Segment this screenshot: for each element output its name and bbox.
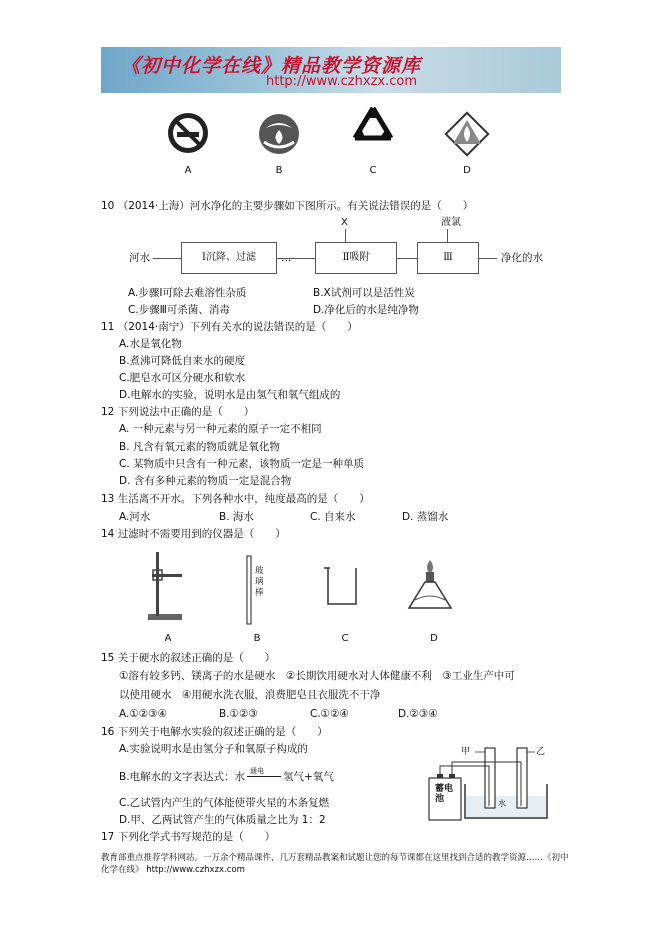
q12-option-a: A. 一种元素与另一种元素的原子一定不相同	[119, 423, 322, 435]
q12-option-c: C. 某物质中只含有一种元素，该物质一定是一种单质	[119, 458, 365, 470]
q15-stem: 15 关于硬水的叙述正确的是（ ）	[101, 652, 276, 664]
q12-option-d: D. 含有多种元素的物质一定是混合物	[119, 475, 292, 487]
diagram-step1: Ⅰ沉降、过滤	[181, 242, 277, 274]
q14-label-c: C	[341, 633, 349, 644]
q14-stem: 14 过滤时不需要用到的仪器是（ ）	[101, 528, 286, 540]
q13-stem: 13 生活离不开水。下列各种水中，纯度最高的是（ ）	[101, 493, 370, 505]
q14-label-b: B	[253, 633, 261, 644]
diagram-output: 净化的水	[501, 252, 543, 264]
water-label: 水	[498, 799, 506, 808]
q10-option-b: B.X试剂可以是活性炭	[313, 287, 415, 299]
header-banner	[101, 47, 561, 93]
symbol-label-c: C	[369, 165, 377, 176]
water-saving-icon	[256, 112, 302, 156]
q16-electrolysis-condition: 通电	[250, 767, 265, 775]
recycling-icon	[345, 104, 401, 156]
q16-option-b-pre: B.电解水的文字表达式：水	[119, 771, 246, 783]
glass-rod-icon	[242, 554, 256, 626]
q13-option-d: D. 蒸馏水	[402, 511, 449, 523]
q13-option-c: C. 自来水	[310, 511, 356, 523]
no-smoking-icon	[165, 110, 211, 156]
diagram-step2: Ⅱ吸附	[315, 242, 397, 274]
iron-stand-icon	[140, 548, 190, 624]
diagram-step3: Ⅲ	[417, 242, 479, 274]
footer-note: 教育部重点推荐学科网站。一万余个精品课件，几万套精品教案和试题让您的每节课都在这里找到合适的教学资源……《初中化学在线》 http://www.czhxzx.com	[101, 853, 569, 875]
symbol-label-b: B	[275, 165, 283, 176]
q15-option-b: B.①②③	[219, 708, 258, 720]
q11-option-c: C.肥皂水可区分硬水和软水	[119, 372, 246, 384]
q13-option-b: B. 海水	[219, 511, 254, 523]
q17-stem: 17 下列化学式书写规范的是（ ）	[101, 831, 276, 843]
q15-option-a: A.①②③④	[119, 708, 167, 720]
q15-line1: ①溶有较多钙、镁离子的水是硬水 ②长期饮用硬水对人体健康不利 ③工业生产中可	[119, 670, 515, 682]
q16-option-c: C.乙试管内产生的气体能使带火星的木条复燃	[119, 797, 330, 809]
q10-stem: 10 （2014·上海）河水净化的主要步骤如下图所示。有关说法错误的是（ ）	[101, 200, 474, 212]
symbol-label-a: A	[184, 165, 192, 176]
q15-line2: 以使用硬水 ④用硬水洗衣服，浪费肥皂且衣服洗不干净	[119, 689, 381, 701]
banner-title: 《初中化学在线》精品教学资源库	[121, 55, 422, 77]
symbol-label-d: D	[463, 165, 471, 176]
q16-option-b	[119, 767, 334, 784]
banner-url[interactable]: http://www.czhxzx.com	[266, 74, 417, 89]
q11-stem: 11 （2014·南宁）下列有关水的说法错误的是（ ）	[101, 321, 358, 333]
q12-option-b: B. 凡含有氧元素的物质就是氧化物	[119, 441, 280, 453]
q11-option-a: A.水是氧化物	[119, 338, 182, 350]
q10-option-a: A.步骤Ⅰ可除去难溶性杂质	[128, 287, 247, 299]
diagram-x-label: X	[341, 217, 348, 228]
diagram-dots: …	[281, 252, 292, 264]
q11-option-d: D.电解水的实验，说明水是由氢气和氧气组成的	[119, 389, 341, 401]
q10-diagram	[101, 216, 571, 276]
q10-option-c: C.步骤Ⅲ可杀菌、消毒	[128, 304, 230, 316]
tube-label-jia: 甲	[461, 747, 471, 757]
diagram-input: 河水	[129, 252, 150, 264]
battery-label: 蓄电池	[435, 784, 454, 804]
q14-label-a: A	[164, 633, 172, 644]
q15-option-c: C.①②④	[310, 708, 349, 720]
electrolysis-apparatus	[425, 738, 565, 823]
q11-option-b: B.煮沸可降低自来水的硬度	[119, 355, 246, 367]
q16-option-a: A.实验说明水是由氢分子和氧原子构成的	[119, 743, 308, 755]
beaker-icon	[322, 564, 362, 608]
q13-option-a: A.河水	[119, 511, 151, 523]
q16-option-d: D.甲、乙两试管产生的气体质量之比为 1：2	[119, 814, 326, 826]
diagram-chlorine: 液氯	[441, 217, 461, 228]
q10-option-d: D.净化后的水是纯净物	[313, 304, 419, 316]
q15-option-d: D.②③④	[398, 708, 438, 720]
q14-label-d: D	[430, 633, 438, 644]
glass-rod-label: 玻璃棒	[255, 566, 264, 598]
tube-label-yi: 乙	[536, 747, 546, 757]
alcohol-lamp-icon	[405, 556, 455, 614]
flammable-warning-icon	[443, 110, 491, 158]
q12-stem: 12 下列说法中正确的是（ ）	[101, 406, 255, 418]
q16-stem: 16 下列关于电解水实验的叙述正确的是（ ）	[101, 726, 328, 738]
q16-option-b-post: 氢气+氧气	[283, 771, 334, 783]
